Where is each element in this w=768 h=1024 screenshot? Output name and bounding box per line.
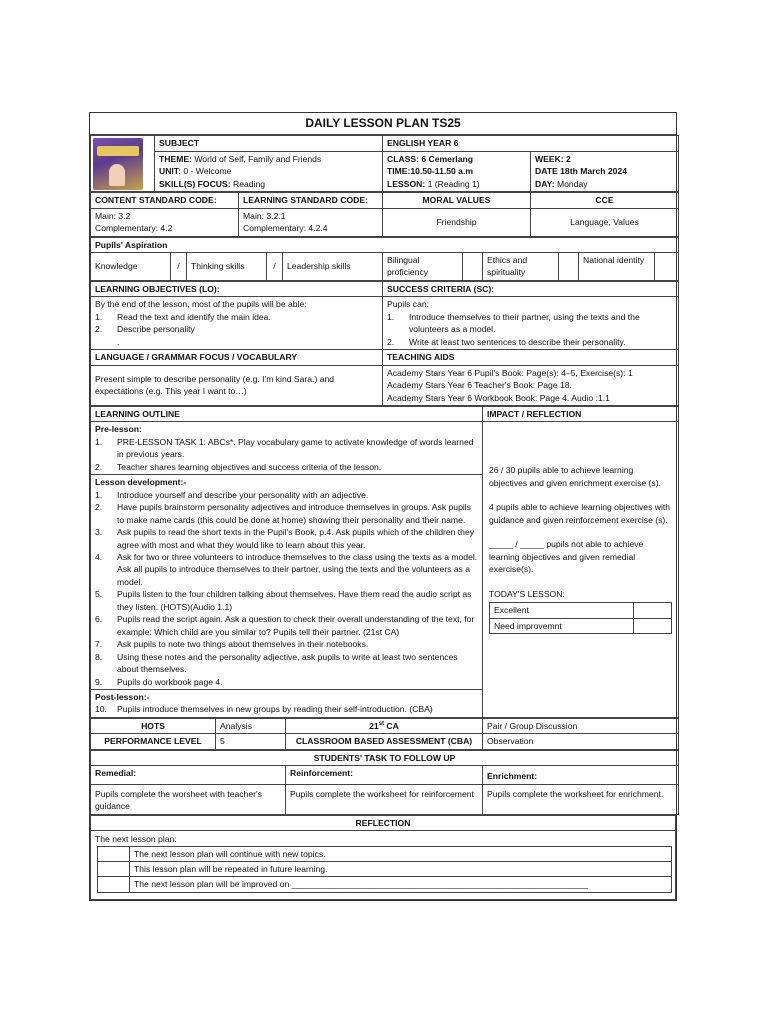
item-text: Describe personality <box>117 324 195 335</box>
reflection-options <box>97 846 672 893</box>
list-item <box>95 651 478 676</box>
content-standard-values <box>91 208 239 236</box>
impact-content <box>483 422 679 717</box>
list-item <box>95 588 478 613</box>
reinforcement-label: Reinforcement: <box>286 766 483 784</box>
item-number: 1. <box>95 489 103 500</box>
cce-label: CCE <box>531 193 679 208</box>
class-label: CLASS: <box>387 153 419 164</box>
list-item <box>95 436 478 461</box>
list-item <box>95 638 478 650</box>
list-item <box>95 461 478 473</box>
needs-improvement-label: Need improvemnt <box>490 618 634 633</box>
item-text: PRE-LESSON TASK 1: ABCs*. Play vocabulary game to activate knowledge of words learned in previous years. <box>117 436 474 460</box>
outline-label: LEARNING OUTLINE <box>91 407 483 422</box>
ca-label: 21st CA <box>286 718 483 733</box>
aids-line: Academy Stars Year 6 Pupil's Book: Page(s): 4–5, Exercise(s): 1 <box>387 367 633 378</box>
objectives-intro: By the end of the lesson, most of the pupils will be able: <box>95 299 307 310</box>
lesson-value: 1 (Reading 1) <box>425 178 480 189</box>
header-table <box>90 135 679 192</box>
item-number: 1. <box>95 311 103 322</box>
todays-lesson-table <box>489 602 672 634</box>
impact-enrichment: 26 / 30 pupils able to achieve learning objectives and given enrichment exercise (s). <box>489 465 661 488</box>
outline-content <box>91 422 483 717</box>
item-text: . <box>117 336 120 347</box>
language-label: LANGUAGE / GRAMMAR FOCUS / VOCABULARY <box>91 350 383 365</box>
objectives-list <box>95 311 378 348</box>
hots-value: Analysis <box>216 718 286 733</box>
item-text: Ask pupils to read the short texts in the Pupil's Book, p.4. Ask pupils which of the children they agree with most and what they would like to learn about this year. <box>117 527 475 550</box>
content-standard-label: CONTENT STANDARD CODE: <box>91 193 239 208</box>
post-lesson-section <box>91 690 482 717</box>
lesson-development-list <box>95 489 478 688</box>
success-intro: Pupils can: <box>387 299 430 310</box>
list-item <box>387 336 674 348</box>
reflection-option-checkbox[interactable] <box>98 877 130 892</box>
item-number: 7. <box>95 639 103 650</box>
aspiration-table <box>90 237 679 281</box>
needs-improvement-checkbox[interactable] <box>634 618 672 633</box>
time-label: TIME: <box>387 166 411 177</box>
aspiration-knowledge-mark: / <box>171 253 187 281</box>
objectives-label: LEARNING OBJECTIVES (LO): <box>91 281 383 296</box>
list-item <box>95 676 478 688</box>
post-lesson-label: Post-lesson:- <box>95 691 150 702</box>
reflection-intro: The next lesson plan: <box>95 834 177 845</box>
reflection-label: REFLECTION <box>91 815 676 830</box>
aspiration-ethics: Ethics and spirituality <box>483 253 559 281</box>
aids-line: Academy Stars Year 6 Workbook Book: Page 4. Audio :1.1 <box>387 392 610 403</box>
performance-level-value: 5 <box>216 734 286 749</box>
outline-table <box>90 406 679 718</box>
item-number: 1. <box>95 436 103 447</box>
list-item <box>95 489 478 501</box>
pre-lesson-list <box>95 436 478 473</box>
day-value: Monday <box>554 178 588 189</box>
week-value: 2 <box>563 153 571 164</box>
objectives-table <box>90 281 679 406</box>
aids-content <box>383 365 679 405</box>
learning-standard-values <box>239 208 383 236</box>
theme-label: THEME: <box>159 153 192 164</box>
class-value: 6 Cemerlang <box>419 153 473 164</box>
item-number: 5. <box>95 589 103 600</box>
list-item <box>95 613 478 638</box>
item-text: Pupils listen to the four children talking about themselves. Have them read the audio script as they listen. (HOTS)(Audio 1.1) <box>117 589 472 612</box>
ca-value: Pair / Group Discussion <box>483 718 679 733</box>
standards-table <box>90 192 679 236</box>
list-item <box>95 311 378 323</box>
aspiration-bilingual-mark <box>463 253 483 281</box>
theme-unit-skill <box>155 151 383 191</box>
aspiration-bilingual: Bilingual proficiency <box>383 253 463 281</box>
success-label: SUCCESS CRITERIA (SC): <box>383 281 679 296</box>
reflection-option-continue: The next lesson plan will continue with new topics. <box>130 846 672 861</box>
item-text: Introduce themselves to their partner, using the texts and the volunteers as a model. <box>409 311 640 335</box>
unit-value: 0 - Welcome <box>180 166 232 177</box>
aspiration-knowledge: Knowledge <box>91 253 171 281</box>
item-number: 4. <box>95 551 103 562</box>
item-text: Write at least two sentences to describe their personality. <box>409 336 626 347</box>
pre-lesson-label: Pre-lesson: <box>95 424 142 435</box>
list-item <box>95 501 478 526</box>
aspiration-thinking-mark: / <box>267 253 283 281</box>
learning-main: Main: 3.2.1 <box>243 210 286 221</box>
week-date-day <box>531 151 679 191</box>
performance-level-label: PERFORMANCE LEVEL <box>91 734 216 749</box>
item-number <box>95 336 117 348</box>
reflection-option-checkbox[interactable] <box>98 846 130 861</box>
item-text: Ask pupils to note two things about themselves in their notebooks. <box>117 639 369 650</box>
page-title: DAILY LESSON PLAN TS25 <box>90 113 676 135</box>
subject-label: SUBJECT <box>155 136 383 151</box>
list-item <box>95 551 478 588</box>
learning-comp: Complementary: 4.2.4 <box>243 223 328 234</box>
todays-lesson-label: TODAY'S LESSON: <box>489 588 565 599</box>
lesson-label: LESSON: <box>387 178 426 189</box>
book-cover-image <box>93 138 143 190</box>
subject-value: ENGLISH YEAR 6 <box>383 136 679 151</box>
success-content <box>383 297 679 350</box>
impact-remedial: _____ / _____ pupils not able to achieve learning objectives and given remedial exercise(s). <box>489 539 644 575</box>
item-number: 9. <box>95 676 103 687</box>
aspiration-label: Pupils' Aspiration <box>91 237 679 252</box>
theme-value: World of Self, Family and Friends <box>191 153 322 164</box>
item-number: 8. <box>95 651 103 662</box>
content-comp: Complementary: 4.2 <box>95 223 173 234</box>
objectives-content <box>91 297 383 350</box>
success-list <box>387 311 674 348</box>
moral-value: Friendship <box>383 208 531 236</box>
aspiration-national: National identity <box>579 253 655 281</box>
excellent-checkbox[interactable] <box>634 603 672 618</box>
item-text: Pupils introduce themselves in new groups by reading their self-introduction. (CBA) <box>117 704 433 715</box>
reflection-option-checkbox[interactable] <box>98 861 130 876</box>
reflection-table <box>90 815 676 900</box>
learning-standard-label: LEARNING STANDARD CODE: <box>239 193 383 208</box>
class-time-lesson <box>383 151 531 191</box>
item-text: Introduce yourself and describe your personality with an adjective. <box>117 489 369 500</box>
item-text: Teacher shares learning objectives and success criteria of the lesson. <box>117 461 382 472</box>
aids-label: TEACHING AIDS <box>383 350 679 365</box>
item-number: 2. <box>95 324 103 335</box>
lesson-development-section <box>91 475 482 690</box>
remedial-text: Pupils complete the worsheet with teacher's guidance <box>91 784 286 814</box>
reflection-option-repeat: This lesson plan will be repeated in future learning. <box>130 861 672 876</box>
remedial-label: Remedial: <box>91 766 286 784</box>
list-item <box>95 336 378 348</box>
cba-value: Observation <box>483 734 679 749</box>
aspiration-thinking: Thinking skills <box>187 253 267 281</box>
cce-value: Language, Values <box>531 208 679 236</box>
aids-line: Academy Stars Year 6 Teacher's Book: Page 18. <box>387 380 572 391</box>
followup-table <box>90 750 679 815</box>
week-label: WEEK: <box>535 153 564 164</box>
aspiration-leadership: Leadership skills <box>283 253 383 281</box>
impact-reinforcement: 4 pupils able to achieve learning objectives with guidance and given reinforcement exercise (s). <box>489 502 671 525</box>
date-value: DATE 18th March 2024 <box>535 166 628 177</box>
item-text: Ask for two or three volunteers to introduce themselves to the class using the texts as a model. Ask all pupils to introduce themselves to their partner, using the texts and the volunteers as a model. <box>117 551 478 587</box>
skill-value: Reading <box>230 178 266 189</box>
book-cover-cell <box>91 136 155 192</box>
language-text: Present simple to describe personality (e.g. I'm kind Sara.) and expectations (e.g. This year I want to…) <box>91 365 383 405</box>
content-main: Main: 3.2 <box>95 210 131 221</box>
cba-label: CLASSROOM BASED ASSESSMENT (CBA) <box>286 734 483 749</box>
item-number: 3. <box>95 527 103 538</box>
item-number: 10. <box>95 704 107 715</box>
enrichment-text: Pupils complete the worksheet for enrichment. <box>483 784 679 814</box>
time-value: 10.50-11.50 a.m <box>410 166 473 177</box>
post-lesson-list <box>95 703 478 715</box>
enrichment-label: Enrichment: <box>483 766 679 784</box>
moral-values-label: MORAL VALUES <box>383 193 531 208</box>
assessment-table <box>90 718 679 750</box>
item-number: 2. <box>387 336 395 347</box>
list-item <box>95 323 378 335</box>
item-number: 6. <box>95 614 103 625</box>
aspiration-national-mark <box>655 253 679 281</box>
list-item <box>95 703 478 715</box>
pre-lesson-section <box>91 422 482 475</box>
item-text: Have pupils brainstorm personality adjectives and introduce themselves in groups. Ask pupils to make name cards (this could be done at home) showing their personality and their name. <box>117 502 471 525</box>
followup-label: STUDENTS' TASK TO FOLLOW UP <box>91 750 679 765</box>
reflection-option-improve: The next lesson plan will be improved on ______________________________________________________________ <box>130 877 672 892</box>
item-number: 2. <box>95 502 103 513</box>
list-item <box>95 526 478 551</box>
reinforcement-text: Pupils complete the worksheet for reinforcement <box>286 784 483 814</box>
unit-label: UNIT: <box>159 166 181 177</box>
item-number: 1. <box>387 311 395 322</box>
lesson-development-label: Lesson development:- <box>95 477 187 488</box>
item-text: Using these notes and the personality adjective, ask pupils to write at least two sentences about themselves. <box>117 651 458 675</box>
item-text: Pupils do workbook page 4. <box>117 676 223 687</box>
reflection-content <box>91 831 676 900</box>
day-label: DAY: <box>535 178 555 189</box>
excellent-label: Excellent <box>490 603 634 618</box>
impact-label: IMPACT / REFLECTION <box>483 407 679 422</box>
item-number: 2. <box>95 461 103 472</box>
list-item <box>387 311 674 336</box>
aspiration-ethics-mark <box>559 253 579 281</box>
lesson-plan-sheet <box>89 112 677 901</box>
item-text: Read the text and identify the main idea. <box>117 311 271 322</box>
item-text: Pupils read the script again. Ask a question to check their overall understanding of the text, for example: Which child are you similar to? Pupils tell their partner. (21st CA) <box>117 614 475 637</box>
skill-label: SKILL(S) FOCUS: <box>159 178 231 189</box>
hots-label: HOTS <box>91 718 216 733</box>
